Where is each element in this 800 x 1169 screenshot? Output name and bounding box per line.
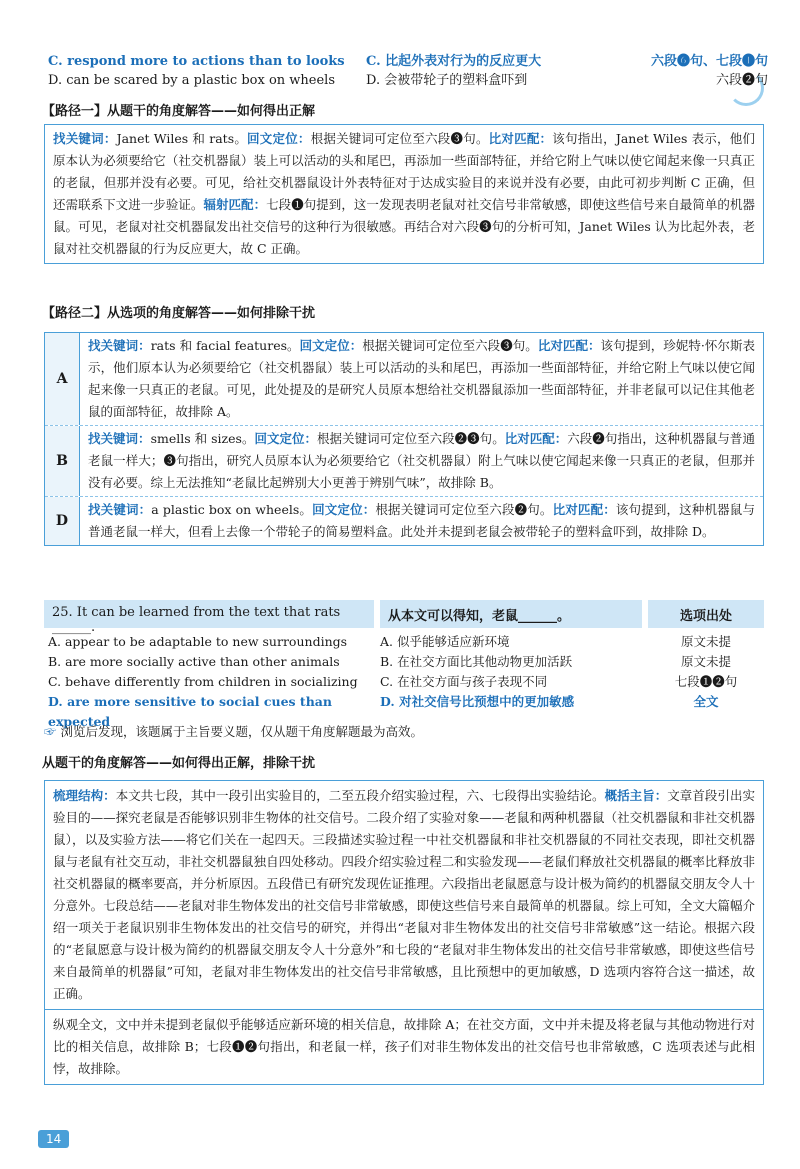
path1-t1: Janet Wiles 和 rats。 xyxy=(116,131,248,146)
path1-t2: 根据关键词可定位至六段❸句。 xyxy=(310,131,489,146)
top-option-d xyxy=(48,71,768,90)
option-d-loc: 全文 xyxy=(693,694,719,709)
summary-paragraph-1 xyxy=(45,781,763,1010)
question-loc-header: 选项出处 xyxy=(648,600,764,628)
path2-letter-d: D xyxy=(45,497,80,545)
path1-t3: 该句指出，Janet Wiles 表示，他们原本认为必须要给它（社交机器鼠）装上可以活动的头和尾巴，再添加一些面部特征，并给它附上气味以使它闻起来像一只真正的老鼠，但那并没有必要。可见，给社交机器鼠设计外表特征对于达成实验目的来说并没有必要，由此可初步判断 C 正确，但还需联系下文进一步验证。 xyxy=(53,131,755,212)
option-c-loc: 七段❶❷句 xyxy=(674,674,738,689)
path2-d-t3: 该句提到，这种机器鼠与普通老鼠一样大，但看上去像一个带轮子的简易塑料盒。此处并未提到老鼠会被带轮子的塑料盒吓到，故排除 D。 xyxy=(88,502,755,539)
path1-kw2: 回文定位： xyxy=(247,131,311,146)
option-a-loc: 原文未提 xyxy=(680,634,731,649)
path2-d-t2: 根据关键词可定位至六段❷句。 xyxy=(375,502,553,517)
path2-title: 【路径二】从选项的角度解答——如何排除干扰 xyxy=(42,306,316,321)
question-option-a xyxy=(48,632,764,652)
path2-row-a xyxy=(45,333,763,426)
top-option-c-loc: 六段❻句、七段❶句 xyxy=(650,54,768,69)
top-options xyxy=(48,52,768,90)
option-b-loc: 原文未提 xyxy=(680,654,731,669)
top-option-c-zh: C. 比起外表对行为的反应更大 xyxy=(366,54,542,69)
path2-a-t2: 根据关键词可定位至六段❸句。 xyxy=(362,338,538,353)
summary-kw1: 梳理结构： xyxy=(53,788,116,803)
path2-d-kw1: 找关键词： xyxy=(88,502,152,517)
path2-a-kw3: 比对匹配： xyxy=(537,338,601,353)
option-c-en: C. behave differently from children in socializing xyxy=(48,674,358,689)
path2-letter-b: B xyxy=(45,426,80,496)
option-a-zh: A. 似乎能够适应新环境 xyxy=(380,634,510,649)
option-b-en: B. are more socially active than other animals xyxy=(48,654,340,669)
path1-kw4: 辐射匹配： xyxy=(203,197,267,212)
path2-b-kw3: 比对匹配： xyxy=(504,431,568,446)
path2-table xyxy=(44,332,764,546)
path2-b-kw1: 找关键词： xyxy=(88,431,151,446)
path2-content-a xyxy=(80,333,763,425)
top-option-d-en: D. can be scared by a plastic box on wheels xyxy=(48,73,336,88)
path2-d-t1: a plastic box on wheels。 xyxy=(151,502,313,517)
path2-b-t3: 六段❷句指出，这种机器鼠与普通老鼠一样大；❸句指出，研究人员原本认为必须要给它（社交机器鼠）附上气味以使它闻起来像一只真正的老鼠，但那并没有必要。综上无法推知“老鼠比起辨别大小更善于辨别气味”，故排除 B。 xyxy=(88,431,755,490)
top-option-c-en: C. respond more to actions than to looks xyxy=(48,54,345,69)
path2-b-kw2: 回文定位： xyxy=(254,431,318,446)
question-zh: 从本文可以得知，老鼠______。 xyxy=(380,600,642,628)
top-option-d-zh: D. 会被带轮子的塑料盒吓到 xyxy=(366,73,528,88)
summary-kw2: 概括主旨： xyxy=(604,788,668,803)
path1-kw1: 找关键词： xyxy=(53,131,117,146)
path2-a-t1: rats 和 facial features。 xyxy=(150,338,300,353)
path2-letter-a: A xyxy=(45,333,80,425)
path2-a-kw1: 找关键词： xyxy=(88,338,151,353)
path2-row-b xyxy=(45,426,763,497)
summary-t2: 文章首段引出实验目的——探究老鼠是否能够识别非生物体的社交信号。二段介绍了实验对象——老鼠和两种机器鼠（社交机器鼠和非社交机器鼠），以及实验方法——将它们关在一起四天。三段描述实验过程一中社交机器鼠和非社交机器鼠的不同社交表现，即社交机器鼠与老鼠有社交互动，非社交机器鼠独自四处移动。四段介绍实验过程二和实验发现——老鼠们释放社交机器鼠的概率比释放非社交机器鼠的概率要高，并分析原因。五段借已有研究发现佐证推理。六段指出老鼠愿意与设计极为简约的机器鼠交朋友令人十分意外。七段总结——老鼠对非生物体发出的社交信号非常敏感，即使这些信号来自最简单的机器鼠。综上可知，全文大篇幅介绍一项关于老鼠识别非生物体发出的社交信号的研究，并得出“老鼠对非生物体发出的社交信号非常敏感”这一结论。根据六段的“老鼠愿意与设计极为简约的机器鼠交朋友令人十分意外”和七段的“老鼠对非生物体发出的社交信号非常敏感，即使这些信号来自最简单的机器鼠”可知，老鼠对非生物体发出的社交信号非常敏感，且比预想中的更加敏感，D 选项内容符合这一描述，故正确。 xyxy=(53,788,755,1001)
option-b-zh: B. 在社交方面比其他动物更加活跃 xyxy=(380,654,573,669)
top-option-c xyxy=(48,52,768,71)
path2-row-d xyxy=(45,497,763,545)
top-option-d-loc: 六段❷句 xyxy=(715,73,768,88)
path2-content-b xyxy=(80,426,763,496)
path2-a-kw2: 回文定位： xyxy=(299,338,363,353)
question-options xyxy=(48,632,764,732)
summary-box xyxy=(44,780,764,1085)
note-line xyxy=(44,722,423,740)
path1-kw3: 比对匹配： xyxy=(488,131,553,146)
option-a-en: A. appear to be adaptable to new surroundings xyxy=(48,634,348,649)
path2-b-t1: smells 和 sizes。 xyxy=(150,431,255,446)
question-option-b xyxy=(48,652,764,672)
path2-a-t3: 该句提到，珍妮特·怀尔斯表示，他们原本认为必须要给它（社交机器鼠）装上可以活动的头和尾巴，再添加一些面部特征，并给它附上气味以使它闻起来像一只真正的老鼠。可见，此处提及的是研究人员原本想给社交机器鼠添加一些面部特征，并非老鼠可以记住其他老鼠的面部特征，故排除 A。 xyxy=(88,338,755,419)
path1-paragraph xyxy=(45,125,763,263)
page-number: 14 xyxy=(38,1130,69,1148)
path2-d-kw2: 回文定位： xyxy=(312,502,376,517)
path1-t4: 七段❶句提到，这一发现表明老鼠对社交信号非常敏感，即使这些信号来自最简单的机器鼠。可见，老鼠对社交机器鼠发出社交信号的这种行为很敏感。再结合对六段❸句的分析可知，Janet Wiles 认为比起外表，老鼠对社交机器鼠的行为反应更大，故 C 正确。 xyxy=(53,197,755,256)
path2-content-d xyxy=(80,497,763,545)
question-header xyxy=(44,600,764,635)
summary-paragraph-2: 纵观全文，文中并未提到老鼠似乎能够适应新环境的相关信息，故排除 A；在社交方面，文中并未提及将老鼠与其他动物进行对比的相关信息，故排除 B；七段❶❷句指出，和老鼠一样，孩子们对非生物体发出的社交信号也非常敏感，C 选项表述与此相悖，故排除。 xyxy=(53,1017,755,1076)
path2-d-kw3: 比对匹配： xyxy=(552,502,616,517)
path2-b-t2: 根据关键词可定位至六段❷❸句。 xyxy=(317,431,505,446)
summary-t1: 本文共七段，其中一段引出实验目的，二至五段介绍实验过程，六、七段得出实验结论。 xyxy=(115,788,605,803)
option-d-en: D. are more sensitive to social cues than expected xyxy=(48,694,332,729)
question-en: 25. It can be learned from the text that rats ______. xyxy=(44,600,374,628)
question-option-c xyxy=(48,672,764,692)
section3-title: 从题干的角度解答——如何得出正解，排除干扰 xyxy=(42,756,316,771)
note-text: 浏览后发现，该题属于主旨要义题，仅从题干角度解题最为高效。 xyxy=(60,724,424,739)
pointing-hand-icon: ☞ xyxy=(44,724,57,739)
path1-title: 【路径一】从题干的角度解答——如何得出正解 xyxy=(42,104,316,119)
path1-box xyxy=(44,124,764,264)
option-d-zh: D. 对社交信号比预想中的更加敏感 xyxy=(380,694,575,709)
option-c-zh: C. 在社交方面与孩子表现不同 xyxy=(380,674,548,689)
